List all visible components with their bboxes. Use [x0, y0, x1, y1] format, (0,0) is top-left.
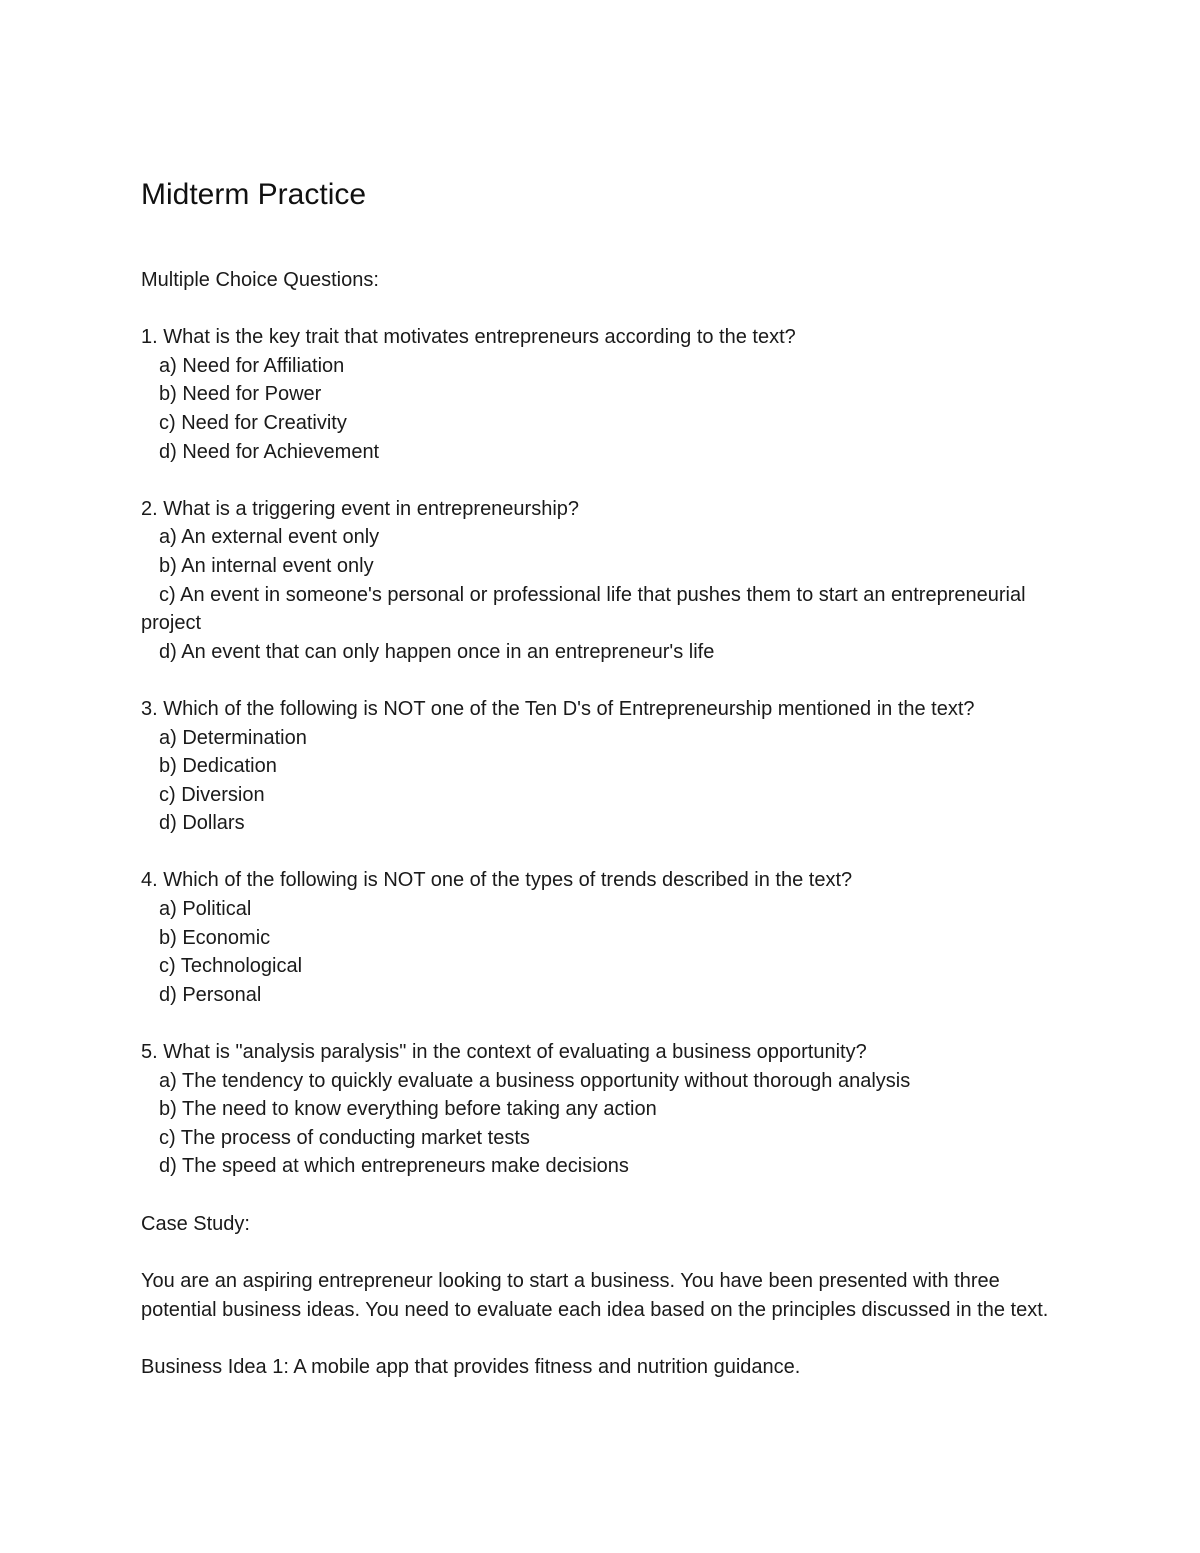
page-title: Midterm Practice	[141, 178, 367, 211]
option-c: c) The process of conducting market tests	[159, 1126, 530, 1149]
question-text: 3. Which of the following is NOT one of the Ten D's of Entrepreneurship mentioned in the text?	[141, 697, 975, 720]
option-a: a) Need for Affiliation	[159, 354, 345, 377]
option-d: d) Personal	[159, 983, 262, 1006]
question-1	[141, 323, 1061, 466]
option-a: a) The tendency to quickly evaluate a business opportunity without thorough analysis	[159, 1069, 911, 1092]
option-d: d) Dollars	[159, 812, 245, 835]
option-b: b) Dedication	[159, 755, 277, 778]
question-text: 4. Which of the following is NOT one of the types of trends described in the text?	[141, 869, 853, 892]
option-c: c) An event in someone's personal or professional life that pushes them to start an entrepreneurial project	[141, 583, 1026, 635]
option-c: c) Diversion	[159, 783, 265, 806]
option-a: a) Political	[159, 898, 252, 921]
question-text: 1. What is the key trait that motivates entrepreneurs according to the text?	[141, 326, 796, 349]
case-study-heading: Case Study:	[141, 1212, 250, 1235]
question-4	[141, 866, 1061, 1009]
option-b: b) The need to know everything before taking any action	[159, 1098, 657, 1121]
mc-heading: Multiple Choice Questions:	[141, 269, 379, 291]
case-study-intro: You are an aspiring entrepreneur looking to start a business. You have been presented with three potential business ideas. You need to evaluate each idea based on the principles discussed in the text.	[141, 1269, 1049, 1321]
document-page	[141, 176, 1061, 1382]
option-d: d) Need for Achievement	[159, 440, 380, 463]
question-2	[141, 495, 1061, 667]
option-b: b) An internal event only	[159, 554, 374, 577]
question-text: 2. What is a triggering event in entrepreneurship?	[141, 497, 580, 520]
option-d: d) An event that can only happen once in an entrepreneur's life	[159, 640, 715, 663]
option-d: d) The speed at which entrepreneurs make decisions	[159, 1155, 629, 1178]
option-b: b) Need for Power	[159, 383, 322, 406]
business-idea-1: Business Idea 1: A mobile app that provides fitness and nutrition guidance.	[141, 1356, 801, 1379]
option-c: c) Need for Creativity	[159, 411, 347, 434]
question-3	[141, 695, 1061, 838]
option-b: b) Economic	[159, 926, 271, 949]
question-5	[141, 1038, 1061, 1181]
option-a: a) Determination	[159, 726, 307, 749]
option-a: a) An external event only	[159, 526, 380, 549]
question-text: 5. What is "analysis paralysis" in the context of evaluating a business opportunity?	[141, 1041, 867, 1064]
option-c: c) Technological	[159, 955, 303, 978]
